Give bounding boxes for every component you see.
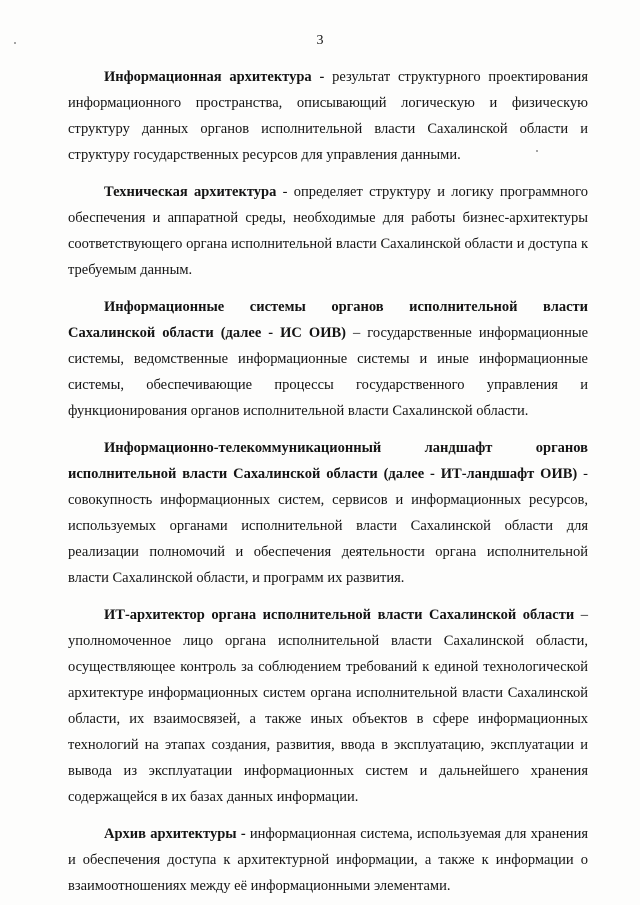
definition-paragraph (68, 602, 588, 810)
definition-text: – государственные информационные системы, ведомственные информационные системы и иные информационные системы, обеспечивающие процессы государственного управления и функционирования органов исполнительной власти Сахалинской области. (68, 325, 589, 419)
definition-paragraph (68, 435, 588, 591)
definition-text: информационная система, используемая для хранения и обеспечения доступа к архитектурной информации, а также к информации о взаимоотношениях между её информационными элементами. (68, 826, 588, 894)
definition-text: результат структурного проектирования информационного пространства, описывающий логическую и физическую структуру данных органов исполнительной власти Сахалинской области и структуру государственных ресурсов для управления данными. (68, 69, 588, 163)
definition-text: - совокупность информационных систем, сервисов и информационных ресурсов, используемых органами исполнительной власти Сахалинской области для реализации полномочий и обеспечения деятельности органа исполнительной власти Сахалинской области, и программ их развития. (68, 466, 588, 586)
term: Информационные системы органов исполнительной власти Сахалинской области (далее - ИС ОИВ) (68, 299, 588, 341)
term: Техническая архитектура (104, 184, 277, 200)
definition-paragraph (68, 294, 588, 424)
term: Архив архитектуры - (104, 826, 246, 842)
definition-paragraph (68, 179, 588, 283)
document-body (68, 64, 588, 910)
term: Информационная архитектура - (104, 69, 325, 85)
definition-text: - определяет структуру и логику программного обеспечения и аппаратной среды, необходимые для работы бизнес-архитектуры соответствующего органа исполнительной власти Сахалинской области и доступа к требуемым данным. (68, 184, 588, 278)
page-number: 3 (316, 33, 324, 48)
definition-paragraph (68, 64, 588, 168)
definition-paragraph (68, 821, 588, 899)
definition-text: – уполномоченное лицо органа исполнительной власти Сахалинской области, осуществляющее контроль за соблюдением требований к единой технологической архитектуре информационных систем органа исполнительной власти Сахалинской области, их взаимосвязей, а также иных объектов в сфере информационных технологий на этапах создания, развития, ввода в эксплуатацию, эксплуатации и вывода из эксплуатации информационных систем и дальнейшего хранения содержащейся в их базах данных информации. (68, 607, 588, 805)
term: ИТ-архитектор органа исполнительной власти Сахалинской области (104, 607, 575, 623)
term: Информационно-телекоммуникационный ландшафт органов исполнительной власти Сахалинской области (далее - ИТ-ландшафт ОИВ) (68, 440, 588, 482)
